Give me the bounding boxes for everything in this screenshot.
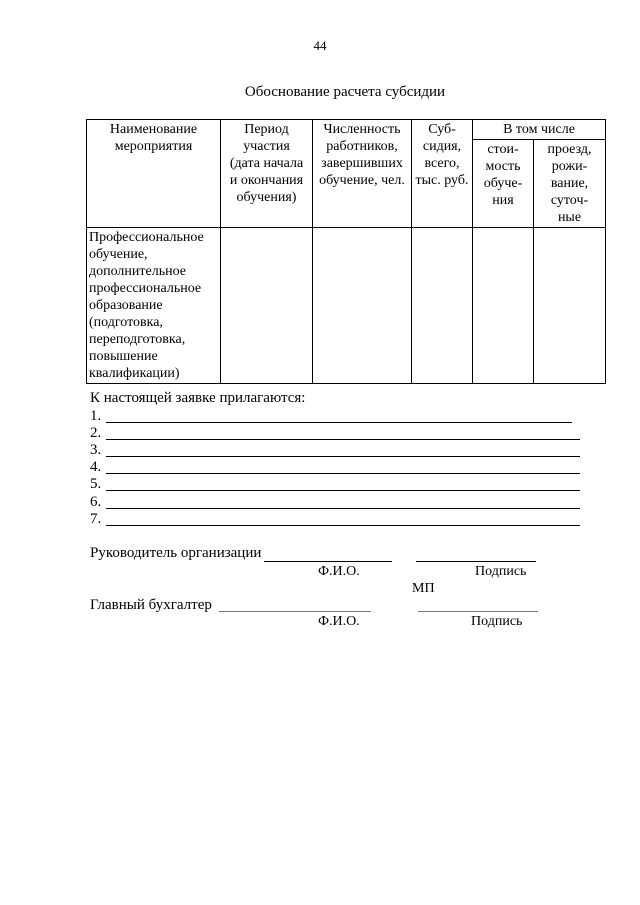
director-label: Руководитель организации bbox=[90, 545, 262, 561]
header-subsidy: Суб- сидия, всего, тыс. руб. bbox=[412, 120, 473, 228]
attachment-number: 2. bbox=[90, 425, 102, 441]
row-period bbox=[221, 228, 313, 384]
director-signature-line bbox=[416, 561, 536, 562]
subsidy-table bbox=[86, 119, 606, 384]
attachment-rule bbox=[106, 422, 572, 423]
row-travel bbox=[534, 228, 606, 384]
attachment-rule bbox=[106, 490, 580, 491]
attachment-number: 6. bbox=[90, 494, 102, 510]
row-cost bbox=[473, 228, 534, 384]
header-including: В том числе bbox=[473, 120, 606, 140]
attachment-rule bbox=[106, 508, 580, 509]
header-count: Численность работников, завершивших обучение, чел. bbox=[313, 120, 412, 228]
attachment-rule bbox=[106, 456, 580, 457]
director-fio-caption: Ф.И.О. bbox=[318, 564, 360, 579]
page-number: 44 bbox=[313, 38, 327, 53]
document-title: Обоснование расчета субсидии bbox=[244, 84, 446, 100]
attachment-number: 1. bbox=[90, 408, 102, 424]
accountant-signature-caption: Подпись bbox=[471, 614, 523, 629]
director-signature-caption: Подпись bbox=[475, 564, 527, 579]
director-fio-line bbox=[264, 561, 392, 562]
row-count bbox=[313, 228, 412, 384]
accountant-signature-line bbox=[418, 611, 538, 612]
header-period: Период участия (дата начала и окончания обучения) bbox=[221, 120, 313, 228]
header-name: Наименование мероприятия bbox=[87, 120, 221, 228]
row-subsidy bbox=[412, 228, 473, 384]
attachment-number: 3. bbox=[90, 442, 102, 458]
header-travel: проезд, рожи- вание, суточ- ные bbox=[534, 140, 606, 228]
header-cost: стои- мость обуче- ния bbox=[473, 140, 534, 228]
attachment-rule bbox=[106, 525, 580, 526]
accountant-label: Главный бухгалтер bbox=[90, 597, 212, 613]
attachment-number: 5. bbox=[90, 476, 102, 492]
attachment-rule bbox=[106, 439, 580, 440]
attachment-number: 7. bbox=[90, 511, 102, 527]
stamp-label: МП bbox=[412, 581, 435, 596]
accountant-fio-line bbox=[219, 611, 371, 612]
attachment-rule bbox=[106, 473, 580, 474]
attachments-title: К настоящей заявке прилагаются: bbox=[90, 390, 306, 406]
row-name: Профессиональное обучение, дополнительное профессиональное образование (подготовка, переподготовка, повышение квалификации) bbox=[87, 228, 221, 384]
accountant-fio-caption: Ф.И.О. bbox=[318, 614, 360, 629]
attachment-number: 4. bbox=[90, 459, 102, 475]
